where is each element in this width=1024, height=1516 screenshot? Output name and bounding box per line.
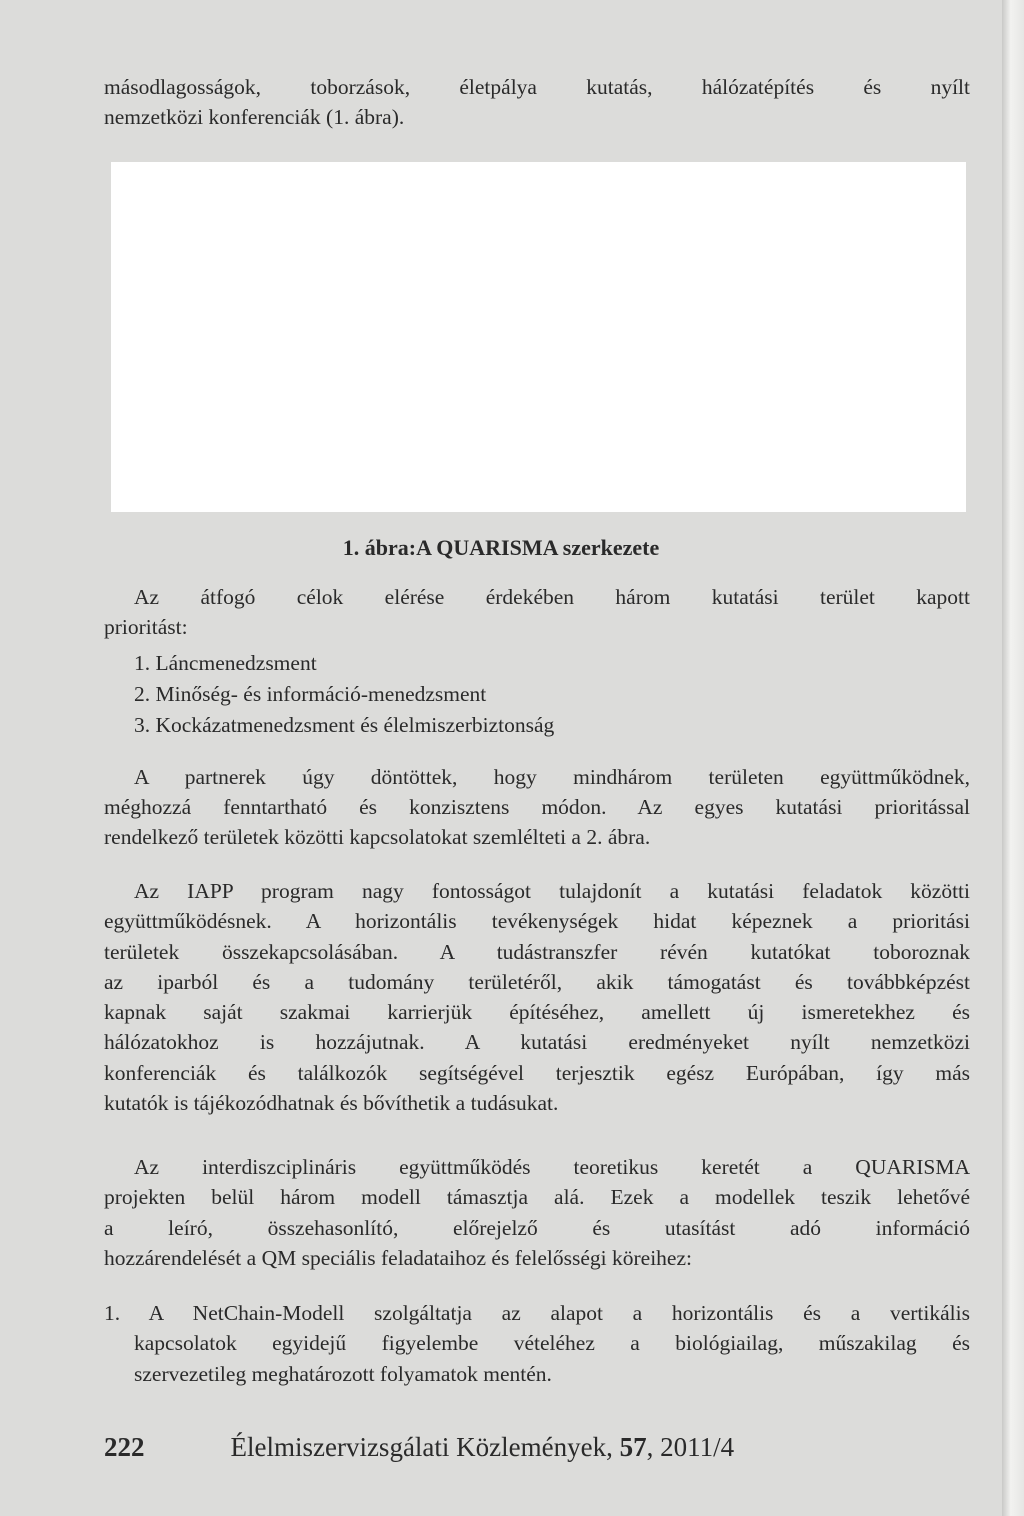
text-line: 1. A NetChain-Modell szolgáltatja az alapot a horizontális és a vertikális	[104, 1301, 970, 1325]
text-line: kapcsolatok egyidejű figyelembe vételéhez a biológiailag, műszakilag és	[134, 1331, 970, 1356]
text-line: Az IAPP program nagy fontosságot tulajdonít a kutatási feladatok közötti	[134, 879, 970, 903]
figure-caption: 1. ábra:A QUARISMA szerkezete	[342, 535, 660, 560]
text-line: másodlagosságok, toborzások, életpálya kutatás, hálózatépítés és nyílt	[104, 75, 970, 99]
iapp-paragraph	[104, 876, 970, 1118]
text-line: kapnak saját szakmai karrierjük építéséhez, amellett új ismeretekhez és	[104, 1000, 970, 1025]
text-line: hozzárendelését a QM speciális feladataihoz és felelősségi köreihez:	[104, 1245, 692, 1270]
list-item: 1. Láncmenedzsment	[134, 651, 317, 675]
page-footer	[104, 1432, 734, 1463]
text-line: kutatók is tájékozódhatnak és bővíthetik a tudásukat.	[104, 1091, 559, 1116]
text-line: konferenciák és találkozók segítségével terjesztik egész Európában, így más	[104, 1060, 970, 1085]
partners-paragraph	[104, 762, 970, 852]
text-line: az iparból és a tudomány területéről, akik támogatást és továbbképzést	[104, 969, 970, 994]
text-line: A partnerek úgy döntöttek, hogy mindhárom területen együttműködnek,	[134, 765, 970, 789]
priority-list	[134, 648, 974, 741]
figure-image-placeholder	[111, 162, 966, 512]
text-line: méghozzá fenntartható és konzisztens módon. Az egyes kutatási prioritással	[104, 795, 970, 819]
text-line: projekten belül három modell támasztja alá. Ezek a modellek teszik lehetővé	[104, 1185, 970, 1210]
priorities-intro-paragraph	[104, 582, 970, 642]
page-number: 222	[104, 1432, 145, 1462]
models-paragraph	[104, 1152, 970, 1273]
intro-paragraph	[104, 72, 970, 132]
text-line: Az interdiszciplináris együttműködés teoretikus keretét a QUARISMA	[134, 1155, 970, 1179]
text-line: együttműködésnek. A horizontális tevékenységek hidat képeznek a prioritási	[104, 909, 970, 934]
journal-volume: 57	[619, 1432, 647, 1462]
journal-title: Élelmiszervizsgálati Közlemények,	[230, 1432, 620, 1462]
text-line: a leíró, összehasonlító, előrejelző és utasítást adó információ	[104, 1215, 970, 1240]
text-line: rendelkező területek közötti kapcsolatokat szemlélteti a 2. ábra.	[104, 825, 651, 849]
text-line: nemzetközi konferenciák (1. ábra).	[104, 105, 405, 129]
text-line: területek összekapcsolásában. A tudástranszfer révén kutatókat toboroznak	[104, 939, 970, 964]
text-line: hálózatokhoz is hozzájutnak. A kutatási eredményeket nyílt nemzetközi	[104, 1030, 970, 1055]
list-item: 3. Kockázatmenedzsment és élelmiszerbiztonság	[134, 713, 555, 737]
text-line: szervezetileg meghatározott folyamatok mentén.	[134, 1361, 552, 1386]
list-item: 2. Minőség- és információ-menedzsment	[134, 682, 487, 706]
text-line: prioritást:	[104, 615, 188, 639]
text-line: Az átfogó célok elérése érdekében három kutatási terület kapott	[134, 585, 970, 609]
model-list-item	[104, 1298, 970, 1389]
journal-issue: , 2011/4	[646, 1432, 735, 1462]
